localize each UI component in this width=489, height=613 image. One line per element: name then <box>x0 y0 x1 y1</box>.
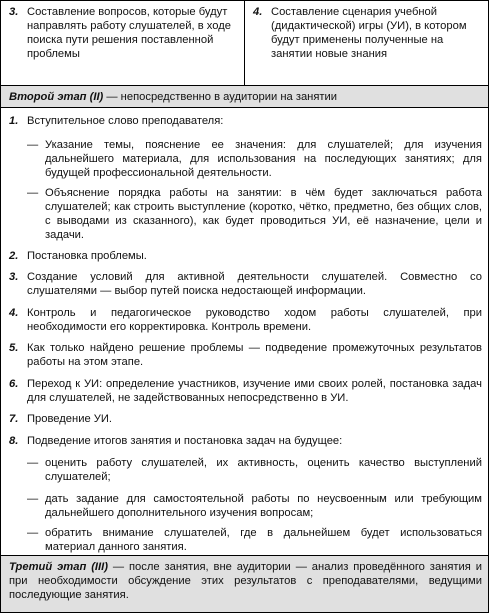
item-number: 3. <box>9 271 19 283</box>
stage-3-title: Третий этап (III) <box>9 561 108 573</box>
item-number: 6. <box>9 378 19 390</box>
item-text: Как только найдено решение проблемы — подведение промежуточных результатов работы на этом этапе. <box>27 342 482 368</box>
table-row-top <box>1 1 488 86</box>
item-number: 7. <box>9 413 19 425</box>
sub-item <box>27 138 482 180</box>
stage-2-header <box>1 86 488 108</box>
stage-2-body <box>1 108 488 556</box>
step-number: 4. <box>253 6 263 18</box>
cell-step-3 <box>1 1 245 85</box>
sub-item <box>27 492 482 520</box>
stage-2-line <box>9 90 482 104</box>
sub-item-text: оценить работу слушателей, их активность, оценить качество выступлений слушателей; <box>45 457 482 483</box>
item-text: Проведение УИ. <box>27 413 113 425</box>
step-text: Составление сценария учебной (дидактической) игры (УИ), в котором будут применены полученные на занятии новые знания <box>271 6 467 60</box>
dash-mark: — <box>27 457 39 469</box>
item-text: Переход к УИ: определение участников, изучение ими своих ролей, постановка задач для слушателей, не задействованных непосредственно в УИ. <box>27 378 482 404</box>
item-text: Вступительное слово преподавателя: <box>27 115 224 127</box>
list-item <box>9 412 482 426</box>
stage-3-text: — после занятия, вне аудитории — анализ проведённого занятия и при необходимости обсуждение этих результатов с преподавателями, ведущими последующие занятия. <box>9 561 482 601</box>
stage-2-title: Второй этап (II) <box>9 91 104 103</box>
sub-item-text: Объяснение порядка работы на занятии: в чём будет заключаться работа слушателей; как строить выступление (коротко, чётко, предметно, без общих слов, с выводами из сказанного), как будет проводиться УИ, её назначение, цели и задачи. <box>45 187 482 241</box>
list-item <box>9 270 482 298</box>
sub-item-text: обратить внимание слушателей, где в дальнейшем будет использоваться материал данного занятия. <box>45 527 482 553</box>
sub-item-text: дать задание для самостоятельной работы по неусвоенным или требующим дальнейшего дополнительного изучения вопросам; <box>45 493 482 519</box>
item-text: Контроль и педагогическое руководство ходом работы слушателей, при необходимости его корректировка. Контроль времени. <box>27 307 482 333</box>
dash-mark: — <box>27 139 39 151</box>
item-text: Постановка проблемы. <box>27 250 147 262</box>
stage-3-line <box>9 560 482 602</box>
item-number: 2. <box>9 250 19 262</box>
sub-item <box>27 456 482 484</box>
list-item <box>9 434 482 448</box>
item-number: 5. <box>9 342 19 354</box>
step-text: Составление вопросов, которые будут направлять работу слушателей, в ходе поиска пути решения поставленной проблемы <box>27 6 231 60</box>
sub-item <box>27 186 482 242</box>
item-text: Создание условий для активной деятельности слушателей. Совместно со слушателями — выбор путей поиска недостающей информации. <box>27 271 482 297</box>
item-number: 4. <box>9 307 19 319</box>
dash-mark: — <box>27 187 39 199</box>
list-item <box>9 306 482 334</box>
sub-item-text: Указание темы, пояснение ее значения: для слушателей; для изучения дальнейшего материала, для использования на последующих занятиях; для будущей профессиональной деятельности. <box>45 139 482 179</box>
stage-2-text: — непосредственно в аудитории на занятии <box>103 91 338 103</box>
list-item <box>9 249 482 263</box>
step-number: 3. <box>9 6 19 18</box>
stage-3-section <box>1 556 488 612</box>
list-item <box>9 377 482 405</box>
item-number: 8. <box>9 435 19 447</box>
cell-step-4 <box>245 1 488 85</box>
sub-item <box>27 526 482 554</box>
dash-mark: — <box>27 527 39 539</box>
item-number: 1. <box>9 115 19 127</box>
dash-mark: — <box>27 493 39 505</box>
list-item <box>9 341 482 369</box>
list-item <box>9 114 482 128</box>
item-text: Подведение итогов занятия и постановка задач на будущее: <box>27 435 343 447</box>
